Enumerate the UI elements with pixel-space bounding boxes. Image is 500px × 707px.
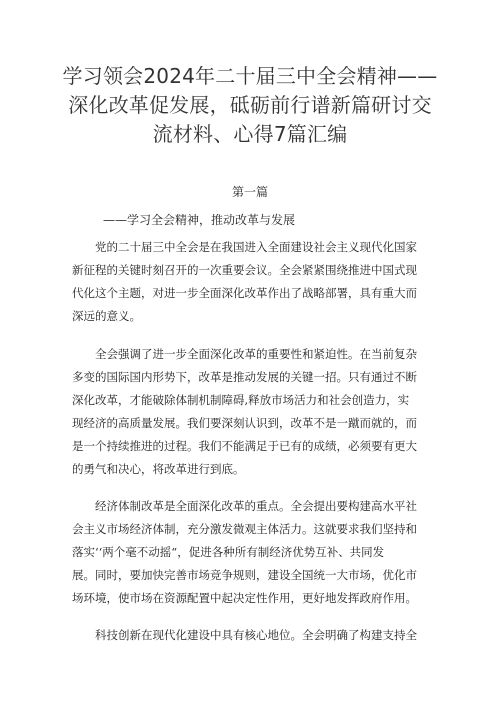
- paragraph-line: 科技创新在现代化建设中具有核心地位。全会明确了构建支持全: [95, 628, 417, 642]
- paragraph-line: 场环境，使市场在资源配置中起决定性作用，更好地发挥政府作用。: [72, 591, 417, 605]
- paragraph-line: 是一个持续推进的过程。我们不能满足于已有的成绩，必须要有更大: [72, 439, 417, 453]
- paragraph-3: [72, 495, 432, 610]
- paragraph-line: 展。同时，要加快完善市场竞争规则，建设全国统一大市场，优化市: [72, 568, 417, 582]
- paragraph-line: 经济体制改革是全面深化改革的重点。全会提出要构建高水平社: [95, 499, 417, 513]
- title-line: 学习领会2024年二十届三中全会精神——: [62, 64, 438, 88]
- paragraph-2: [72, 343, 432, 481]
- paragraph-line: 代化这个主题，对进一步全面深化改革作出了战略部署，具有重大而: [72, 286, 417, 300]
- title-line: 深化改革促发展，砥砺前行谱新篇研讨交: [68, 93, 432, 117]
- paragraph-4: [72, 624, 432, 647]
- paragraph-line: 深化改革，才能破除体制机制障碍,释放市场活力和社会创造力，实: [72, 393, 410, 407]
- paragraph-line: 深远的意义。: [72, 309, 141, 323]
- section-subtitle: ——学习全会精神，推动改革与发展: [103, 213, 296, 227]
- paragraph-line: 多变的国际国内形势下，改革是推动发展的关键一招。只有通过不断: [72, 370, 417, 384]
- paragraph-1: [72, 236, 432, 328]
- paragraph-line: 全会强调了进一步全面深化改革的重要性和紧迫性。在当前复杂: [95, 347, 417, 361]
- paragraph-line: 党的二十届三中全会是在我国进入全面建设社会主义现代化国家: [95, 240, 417, 254]
- paragraph-line: 落实‘‘两个毫不动摇“，促进各种所有制经济优势互补、共同发: [72, 545, 385, 559]
- title-line: 流材料、心得7篇汇编: [152, 122, 348, 146]
- document-title: [40, 62, 460, 149]
- paragraph-line: 现经济的高质量发展。我们要深刻认识到，改革不是一蹴而就的，而: [72, 416, 417, 430]
- section-heading: 第一篇: [231, 185, 268, 199]
- paragraph-line: 会主义市场经济体制，充分激发微观主体活力。这就要求我们坚持和: [72, 522, 417, 536]
- paragraph-line: 新征程的关键时刻召开的一次重要会议。全会紧紧围绕推进中国式现: [72, 263, 417, 277]
- paragraph-line: 的勇气和决心，将改革进行到底。: [72, 462, 245, 476]
